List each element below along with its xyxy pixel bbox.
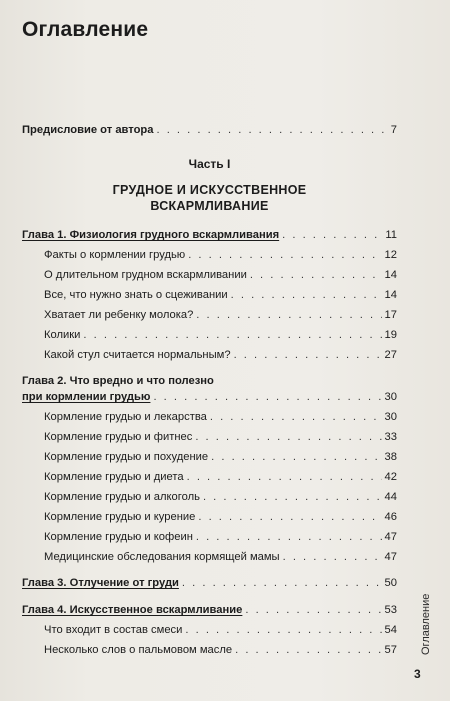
toc-item[interactable] <box>44 268 397 282</box>
toc-item[interactable] <box>44 248 397 262</box>
dot-leader <box>195 430 381 444</box>
dot-leader <box>211 450 381 464</box>
toc-entry-text: Предисловие от автора <box>22 124 154 136</box>
toc-item-text: Все, что нужно знать о сцеживании <box>44 289 228 301</box>
toc-item[interactable] <box>44 348 397 362</box>
toc-chapter-2[interactable] <box>22 390 397 404</box>
toc-item-text: Медицинские обследования кормящей мамы <box>44 551 280 563</box>
toc-item-text: Факты о кормлении грудью <box>44 249 186 261</box>
toc-item-text: Кормление грудью и алкоголь <box>44 491 200 503</box>
dot-leader <box>83 328 381 342</box>
toc-item[interactable] <box>44 450 397 464</box>
dot-leader <box>188 248 381 262</box>
toc-item-text: Кормление грудью и лекарства <box>44 411 207 423</box>
toc-item-text: Кормление грудью и фитнес <box>44 431 193 443</box>
toc-item-text: Какой стул считается нормальным? <box>44 349 231 361</box>
toc-page-number: 12 <box>384 249 397 261</box>
toc-item-text: Кормление грудью и диета <box>44 471 184 483</box>
toc-page-number: 27 <box>384 349 397 361</box>
dot-leader <box>210 410 382 424</box>
toc-page-number: 47 <box>384 531 397 543</box>
toc-item-text: Несколько слов о пальмовом масле <box>44 644 233 656</box>
toc-chapter-1[interactable] <box>22 228 397 242</box>
dot-leader <box>282 228 382 242</box>
toc-page-number: 50 <box>384 577 397 589</box>
toc-item[interactable] <box>44 530 397 544</box>
toc-item[interactable] <box>44 288 397 302</box>
toc-item-text: Кормление грудью и похудение <box>44 451 209 463</box>
toc-item[interactable] <box>44 470 397 484</box>
dot-leader <box>234 348 382 362</box>
dot-leader <box>250 268 382 282</box>
toc-page-number: 14 <box>384 269 397 281</box>
toc-item-text: Колики <box>44 329 81 341</box>
dot-leader <box>245 603 381 617</box>
toc-item-text: Что входит в состав смеси <box>44 624 183 636</box>
dot-leader <box>196 530 382 544</box>
toc-page-number: 19 <box>384 329 397 341</box>
toc-page-number: 46 <box>384 511 397 523</box>
running-header: Оглавление <box>420 593 432 655</box>
dot-leader <box>198 510 381 524</box>
toc-page-number: 17 <box>384 309 397 321</box>
toc-item-text: Кормление грудью и курение <box>44 511 196 523</box>
toc-page-number: 30 <box>384 411 397 423</box>
page-number: 3 <box>414 667 421 681</box>
chapter-title: Глава 1. Физиология грудного вскармливания <box>22 229 280 241</box>
chapter-title: Глава 4. Искусственное вскармливание <box>22 604 243 616</box>
toc-item[interactable] <box>44 623 397 637</box>
toc-page-number: 42 <box>384 471 397 483</box>
toc-item-text: Кормление грудью и кофеин <box>44 531 193 543</box>
toc-page-number: 30 <box>384 391 397 403</box>
toc-chapter-3[interactable] <box>22 576 397 590</box>
page-title: Оглавление <box>22 18 149 41</box>
part-label: Часть I <box>188 157 231 171</box>
toc-item[interactable] <box>44 308 397 322</box>
toc-page-number: 11 <box>385 229 397 241</box>
part-title-line-2: ВСКАРМЛИВАНИЕ <box>150 199 269 213</box>
chapter-title: Глава 3. Отлучение от груди <box>22 577 179 589</box>
dot-leader <box>203 490 382 504</box>
toc-page-number: 14 <box>384 289 397 301</box>
toc-item[interactable] <box>44 328 397 342</box>
toc-page-number: 53 <box>384 604 397 616</box>
part-title-line-1: ГРУДНОЕ И ИСКУССТВЕННОЕ <box>112 183 307 197</box>
dot-leader <box>153 390 381 404</box>
dot-leader <box>196 308 381 322</box>
toc-chapter-4[interactable] <box>22 603 397 617</box>
toc-entry-preface[interactable] <box>22 123 397 137</box>
dot-leader <box>231 288 382 302</box>
dot-leader <box>182 576 382 590</box>
toc-item[interactable] <box>44 643 397 657</box>
dot-leader <box>235 643 381 657</box>
toc-chapter-2-line-1[interactable] <box>22 374 397 388</box>
toc-page-number: 54 <box>384 624 397 636</box>
toc-item[interactable] <box>44 430 397 444</box>
chapter-title: Глава 2. Что вредно и что полезно <box>22 375 214 387</box>
toc-item-text: О длительном грудном вскармливании <box>44 269 247 281</box>
toc-item-text: Хватает ли ребенку молока? <box>44 309 194 321</box>
toc-item[interactable] <box>44 550 397 564</box>
dot-leader <box>185 623 381 637</box>
chapter-title-cont: при кормлении грудью <box>22 391 151 403</box>
toc-page-number: 57 <box>384 644 397 656</box>
toc-page-number: 7 <box>390 124 397 136</box>
dot-leader <box>157 123 388 137</box>
toc-item[interactable] <box>44 410 397 424</box>
toc-page-number: 44 <box>384 491 397 503</box>
toc-page-number: 38 <box>384 451 397 463</box>
toc-page-number: 33 <box>384 431 397 443</box>
dot-leader <box>187 470 382 484</box>
dot-leader <box>283 550 382 564</box>
toc-item[interactable] <box>44 490 397 504</box>
toc-item[interactable] <box>44 510 397 524</box>
toc-page-number: 47 <box>384 551 397 563</box>
